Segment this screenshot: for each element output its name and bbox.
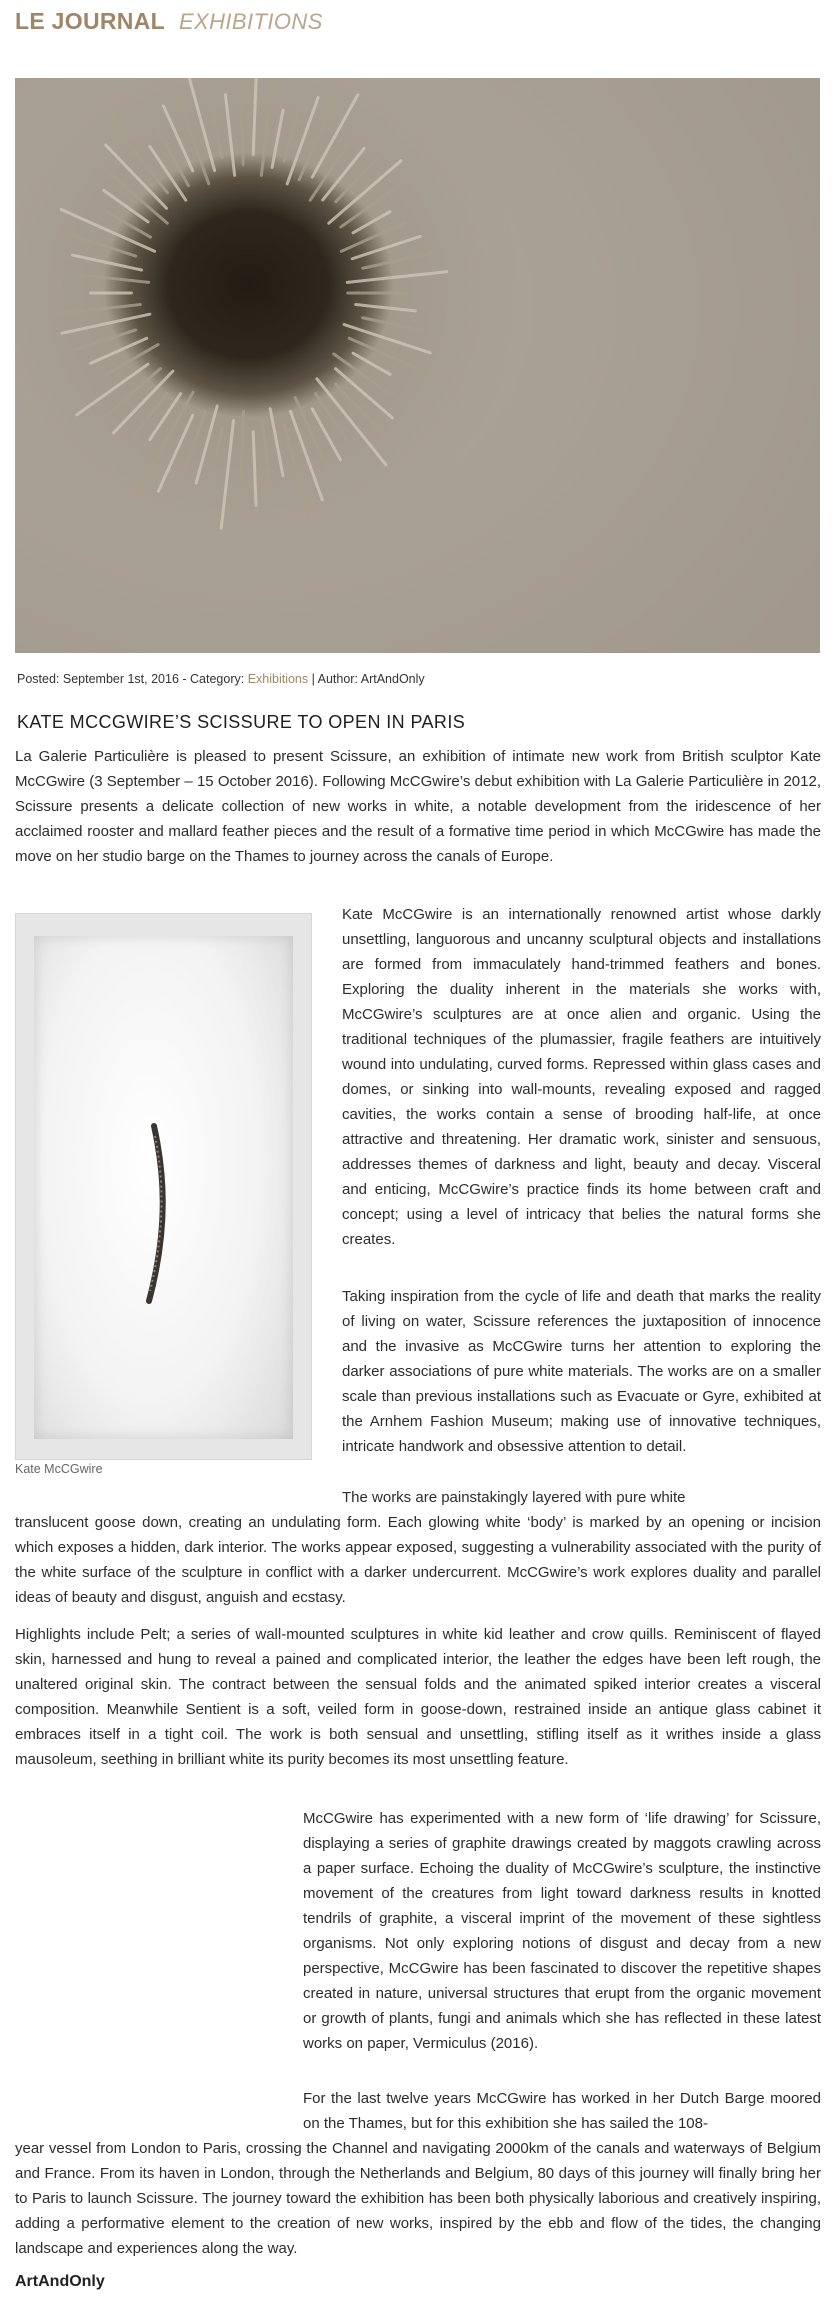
quill-stroke xyxy=(356,305,416,311)
post-author: | Author: ArtAndOnly xyxy=(308,672,425,686)
quill-stroke xyxy=(104,190,148,221)
paragraph-7-start: For the last twelve years McCGwire has worked in her Dutch Barge moored on the Thames, but for this exhibition she has sailed the 108- xyxy=(303,2090,821,2132)
quill-stroke xyxy=(312,409,340,460)
section-title[interactable]: EXHIBITIONS xyxy=(178,9,323,34)
quill-stroke xyxy=(132,393,168,437)
quill-stroke xyxy=(341,223,405,252)
quill-stroke xyxy=(336,153,383,202)
quill-stroke xyxy=(213,110,222,158)
quill-stroke xyxy=(150,394,181,440)
paragraph-4-start: The works are painstakingly layered with pure white xyxy=(342,1489,686,1506)
quill-stroke xyxy=(221,421,233,529)
paragraph-5: Highlights include Pelt; a series of wall-mounted sculptures in white kid leather and crow quills. Reminiscent of flayed skin, harnessed and hung to reveal a pained and complicated interior, the leather the edges have been left rough, the unaltered original skin. The contract between the sensual folds and the animated spiked interior creates a visceral composition. Meanwhile Sentient is a soft, veiled form in goose-down, restrained inside an antique glass cabinet it embraces itself in a tight coil. The work is both sensual and unsettling, stifling itself as it writhes inside a glass mausoleum, seething in brilliant white its purity becomes its most unsettling feature. xyxy=(15,1626,821,1768)
quill-stroke xyxy=(263,421,271,492)
paragraph-7: year vessel from London to Paris, crossing the Channel and navigating 2000km of the canals and waterways of Belgium and France. From its haven in London, through the Netherlands and Belgium, 80 days of this journey will finally bring her to Paris to launch Scissure. The journey toward the exhibition has been both physically laborious and creatively inspiring, adding a performative element to the creation of new works, inspired by the ebb and flow of the tides, the changing landscape and experiences along the way. xyxy=(15,2140,821,2257)
paragraph-4: translucent goose down, creating an undulating form. Each glowing white ‘body’ is marked by an opening or incision which exposes a hidden, dark interior. The works appear exposed, suggesting a vulnerability associated with the purity of the white surface of the sculpture in conflict with a darker undercurrent. McCGwire’s work explores duality and parallel ideas of beauty and disgust, anguish and ecstasy. xyxy=(15,1514,821,1606)
quill-stroke xyxy=(272,110,283,167)
paragraph-1: La Galerie Particulière is pleased to present Scissure, an exhibition of intimate new work from British sculptor Kate McCGwire (3 September – 15 October 2016). Following McCGwire’s debut exhibition with La Galerie Particulière in 2012, Scissure presents a delicate collection of new works in white, a notable development from the iridescence of her acclaimed rooster and mallard feather pieces and the result of a formative time period in which McCGwire has made the move on her studio barge on the Thames to journey across the canals of Europe. xyxy=(15,748,821,865)
category-link[interactable]: Exhibitions xyxy=(247,672,309,686)
quill-stroke xyxy=(363,318,424,331)
quill-stroke xyxy=(155,126,188,185)
quill-stroke xyxy=(49,305,140,315)
quill-stroke xyxy=(363,253,434,268)
author-signature: ArtAndOnly xyxy=(15,2273,105,2290)
quill-stroke xyxy=(213,428,222,476)
quill-stroke xyxy=(253,432,256,506)
journal-brand[interactable]: LE JOURNAL xyxy=(15,8,165,34)
artwork-image xyxy=(15,913,312,1460)
quill-stroke xyxy=(225,95,234,176)
quill-stroke xyxy=(347,272,446,283)
post-date: Posted: September 1st, 2016 - Category: xyxy=(17,672,248,686)
quill-stroke xyxy=(106,345,158,375)
artwork-feather-panel xyxy=(34,936,293,1439)
journal-header xyxy=(15,8,323,38)
hero-image xyxy=(15,78,820,653)
quill-stroke xyxy=(352,236,420,258)
quill-stroke xyxy=(240,412,244,518)
paragraph-3: Taking inspiration from the cycle of life and death that marks the reality of living on water, Scissure references the juxtaposition of innocence and the invasive as McCGwire turns her attention to exploring the darker associations of pure white materials. The works are on a smaller scale than previous installations such as Evacuate or Gyre, exhibited at the Arnhem Fashion Museum; making use of innovative techniques, intricate handwork and obsessive attention to detail. xyxy=(342,1288,821,1455)
scissure-sculpture-graphic xyxy=(34,936,293,1439)
quill-stroke xyxy=(178,411,206,488)
article-title: KATE MCCGWIRE’S SCISSURE TO OPEN IN PARIS xyxy=(17,712,466,732)
feather-burst-graphic xyxy=(15,78,820,653)
quill-stroke xyxy=(317,379,386,465)
artwork-caption: Kate McCGwire xyxy=(15,1462,103,1476)
quill-stroke xyxy=(253,78,256,154)
post-meta xyxy=(17,672,425,686)
quill-stroke xyxy=(81,275,149,282)
quill-stroke xyxy=(163,106,192,171)
quill-stroke xyxy=(284,425,310,519)
quill-stroke xyxy=(240,81,243,165)
paragraph-6: McCGwire has experimented with a new form of ‘life drawing’ for Scissure, displaying a series of graphite drawings created by maggots crawling across a paper surface. Echoing the duality of McCGwire’s sculpture, the instinctive movement of the creatures from light toward darkness results in knotted tendrils of graphite, a visceral imprint of the movement of these sightless organisms. Not only exploring notions of disgust and decay from a new perspective, McCGwire has been fascinated to discover the repetitive shapes created in nature, universal structures that erupt from the organic movement or growth of plants, fungi and animals which she has reflected in these latest works on paper, Vermiculus (2016). xyxy=(303,1810,821,2052)
quill-stroke xyxy=(270,409,283,476)
quill-stroke xyxy=(72,255,141,270)
quill-stroke xyxy=(315,394,346,440)
paragraph-2: Kate McCGwire is an internationally renowned artist whose darkly unsettling, languorous and uncanny sculptural objects and installations are formed from immaculately hand-trimmed feathers and bones. Exploring the duality inherent in the materials she works with, McCGwire’s sculptures are at once alien and organic. Using the traditional techniques of the plumassier, fragile feathers are intuitively wound into undulating, curved forms. Repressed within glass cases and domes, or sinking into wall-mounts, revealing exposed and ragged cavities, the works contain a sense of brooding half-life, at once attractive and threatening. Her dramatic work, sinister and sensuous, addresses themes of darkness and light, beauty and decay. Visceral and enticing, McCGwire’s practice finds its home between craft and concept; using a level of intricacy that belies the natural forms she creates. xyxy=(342,906,821,1248)
